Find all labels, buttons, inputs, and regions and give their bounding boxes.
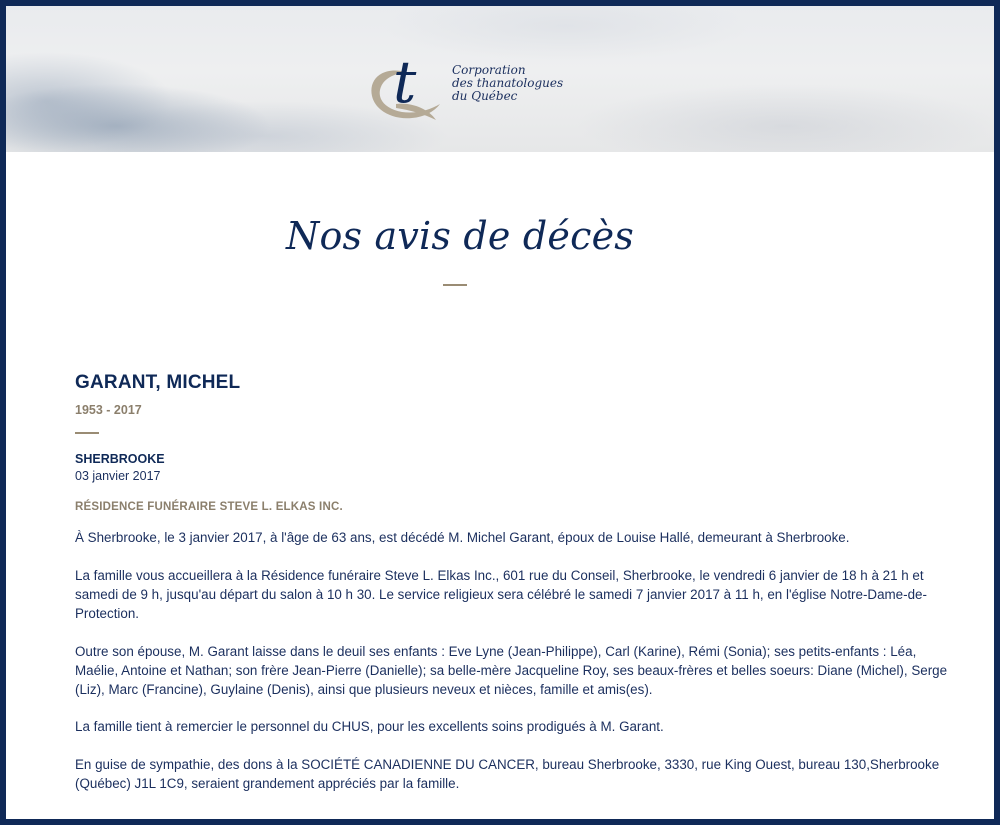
city-label: SHERBROOKE xyxy=(75,452,165,466)
page-title: Nos avis de décès xyxy=(286,214,634,258)
obituary-paragraph: En guise de sympathie, des dons à la SOCIÉTÉ CANADIENNE DU CANCER, bureau Sherbrooke, 3330, rue King Ouest, bureau 130,Sherbrooke (Québec) J1L 1C9, seraient grandement appréciés par la famille. xyxy=(75,757,940,791)
obituary-paragraph: À Sherbrooke, le 3 janvier 2017, à l'âge de 63 ans, est décédé M. Michel Garant, époux de Louise Hallé, demeurant à Sherbrooke. xyxy=(75,530,850,545)
org-line-2: des thanatologues xyxy=(452,76,564,90)
obituary-paragraph: Outre son épouse, M. Garant laisse dans le deuil ses enfants : Eve Lyne (Jean-Philippe), Carl (Karine), Rémi (Sonia); ses petits-enfants : Léa, Maélie, Antoine et Nathan; son frère Jean-Pierre (Danielle); sa belle-mère Jacqueline Roy, ses beaux-frères et belles soeurs: Diane (Michel), Serge (Liz), Marc (Francine), Guylaine (Denis), ainsi que plusieurs neveux et nièces, famille et amis(es). xyxy=(75,644,948,697)
ctq-logo-icon xyxy=(366,44,444,124)
header-banner xyxy=(6,6,994,152)
section-divider xyxy=(75,432,99,434)
title-divider xyxy=(443,284,467,286)
obituary-article xyxy=(75,372,955,793)
life-years: 1953 - 2017 xyxy=(75,403,142,417)
obituary-paragraph: La famille tient à remercier le personnel du CHUS, pour les excellents soins prodigués à M. Garant. xyxy=(75,719,664,734)
svg-text:t: t xyxy=(393,48,417,116)
funeral-home-name: RÉSIDENCE FUNÉRAIRE STEVE L. ELKAS INC. xyxy=(75,501,343,513)
organization-name xyxy=(452,64,563,103)
obituary-paragraph: La famille vous accueillera à la Résidence funéraire Steve L. Elkas Inc., 601 rue du Conseil, Sherbrooke, le vendredi 6 janvier de 18 h à 21 h et samedi de 9 h, jusqu'au départ du salon à 10 h 30. Le service religieux sera célébré le samedi 7 janvier 2017 à 11 h, en l'église Notre-Dame-de-Protection. xyxy=(75,568,927,621)
death-date: 03 janvier 2017 xyxy=(75,469,161,483)
org-line-1: Corporation xyxy=(452,63,526,77)
site-logo[interactable] xyxy=(366,44,563,124)
deceased-name: GARANT, MICHEL xyxy=(75,372,241,393)
org-line-3: du Québec xyxy=(452,89,518,103)
